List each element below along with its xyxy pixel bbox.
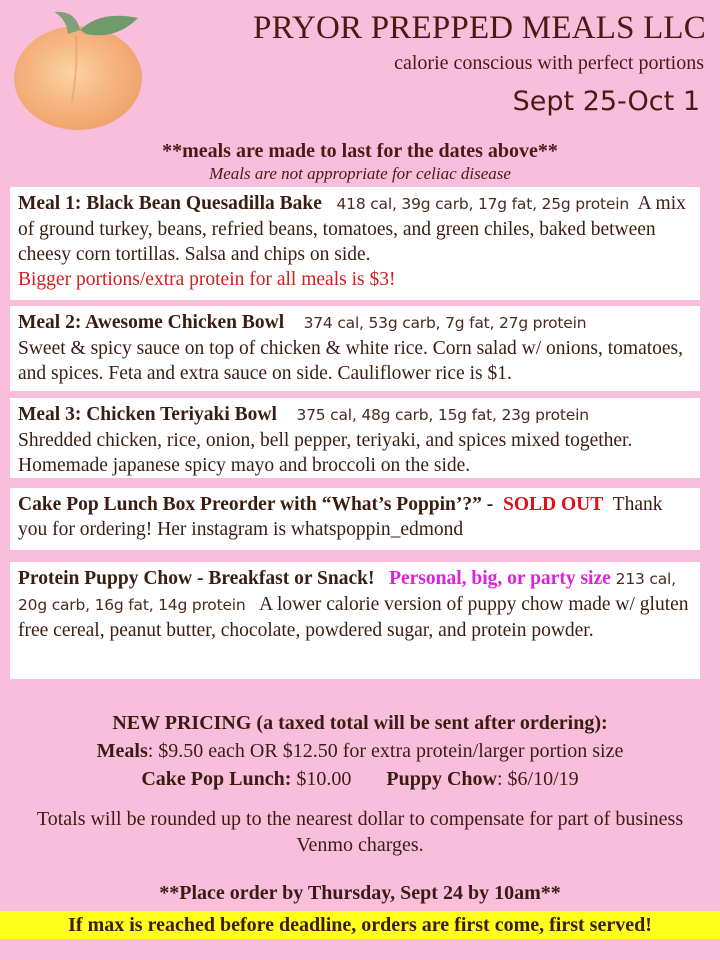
menu-item-description: Sweet & spicy sauce on top of chicken & white rice. Corn salad w/ onions, tomatoes, and spices. Feta and extra sauce on side. Cauliflower rice is $1. <box>18 338 684 384</box>
pricing-heading: NEW PRICING (a taxed total will be sent after ordering): <box>112 712 608 734</box>
menu-item-cake-pop <box>10 488 700 550</box>
menu-item-title: Protein Puppy Chow - Breakfast or Snack! <box>18 568 375 589</box>
pricing-extras <box>0 768 720 791</box>
menu-item-title: Cake Pop Lunch Box Preorder with “What’s Poppin’?” - <box>18 494 494 515</box>
menu-item-macros: 418 cal, 39g carb, 17g fat, 25g protein <box>336 195 629 213</box>
menu-item-meal-2 <box>10 306 700 391</box>
peach-logo <box>6 6 156 136</box>
menu-item-description: Shredded chicken, rice, onion, bell pepper, teriyaki, and spices mixed together. Homemade japanese spicy mayo and broccoli on the side. <box>18 430 633 476</box>
menu-item-meal-1 <box>10 187 700 300</box>
celiac-note: Meals are not appropriate for celiac disease <box>209 164 511 183</box>
pricing-meals-value: : $9.50 each OR $12.50 for extra protein/larger portion size <box>147 740 624 762</box>
pricing-puppy-value: : $6/10/19 <box>496 768 579 790</box>
menu-item-puppy-chow <box>10 562 700 679</box>
menu-item-meal-3 <box>10 398 700 478</box>
menu-item-title: Meal 2: Awesome Chicken Bowl <box>18 312 285 333</box>
size-options: Personal, big, or party size <box>389 568 611 589</box>
first-come-notice: If max is reached before deadline, orders are first come, first served! <box>0 911 720 939</box>
pricing-cakepop-value: $10.00 <box>291 768 352 790</box>
order-deadline: **Place order by Thursday, Sept 24 by 10am** <box>159 882 561 904</box>
sold-out-badge: SOLD OUT <box>503 494 604 515</box>
menu-item-description: A mix of ground turkey, beans, refried beans, tomatoes, and green chiles, baked between cheesy corn tortillas. Salsa and chips on side. <box>18 193 686 265</box>
menu-item-description: A lower calorie version of puppy chow made w/ gluten free cereal, peanut butter, chocolate, powdered sugar, and protein powder. <box>18 594 689 641</box>
menu-item-macros: 213 cal, 20g carb, 16g fat, 14g protein <box>18 570 676 614</box>
shelf-life-note: **meals are made to last for the dates above** <box>162 140 558 162</box>
pricing-meals <box>0 740 720 763</box>
menu-item-macros: 375 cal, 48g carb, 15g fat, 23g protein <box>296 406 589 424</box>
menu-item-title: Meal 1: Black Bean Quesadilla Bake <box>18 193 322 214</box>
totals-note: Totals will be rounded up to the nearest dollar to compensate for part of business Venmo charges. <box>36 808 684 856</box>
menu-item-title: Meal 3: Chicken Teriyaki Bowl <box>18 404 277 425</box>
menu-item-macros: 374 cal, 53g carb, 7g fat, 27g protein <box>303 314 587 332</box>
date-range: Sept 25-Oct 1 <box>512 86 700 117</box>
pricing-cakepop-label: Cake Pop Lunch: <box>141 768 292 790</box>
menu-item-description: Thank you for ordering! Her instagram is whatspoppin_edmond <box>18 494 663 540</box>
pricing-meals-label: Meals <box>96 740 148 762</box>
pricing-puppy-label: Puppy Chow <box>386 768 497 790</box>
tagline: calorie conscious with perfect portions <box>394 52 704 74</box>
extra-protein-note: Bigger portions/extra protein for all meals is $3! <box>18 269 396 290</box>
business-name: PRYOR PREPPED MEALS LLC <box>253 10 706 46</box>
